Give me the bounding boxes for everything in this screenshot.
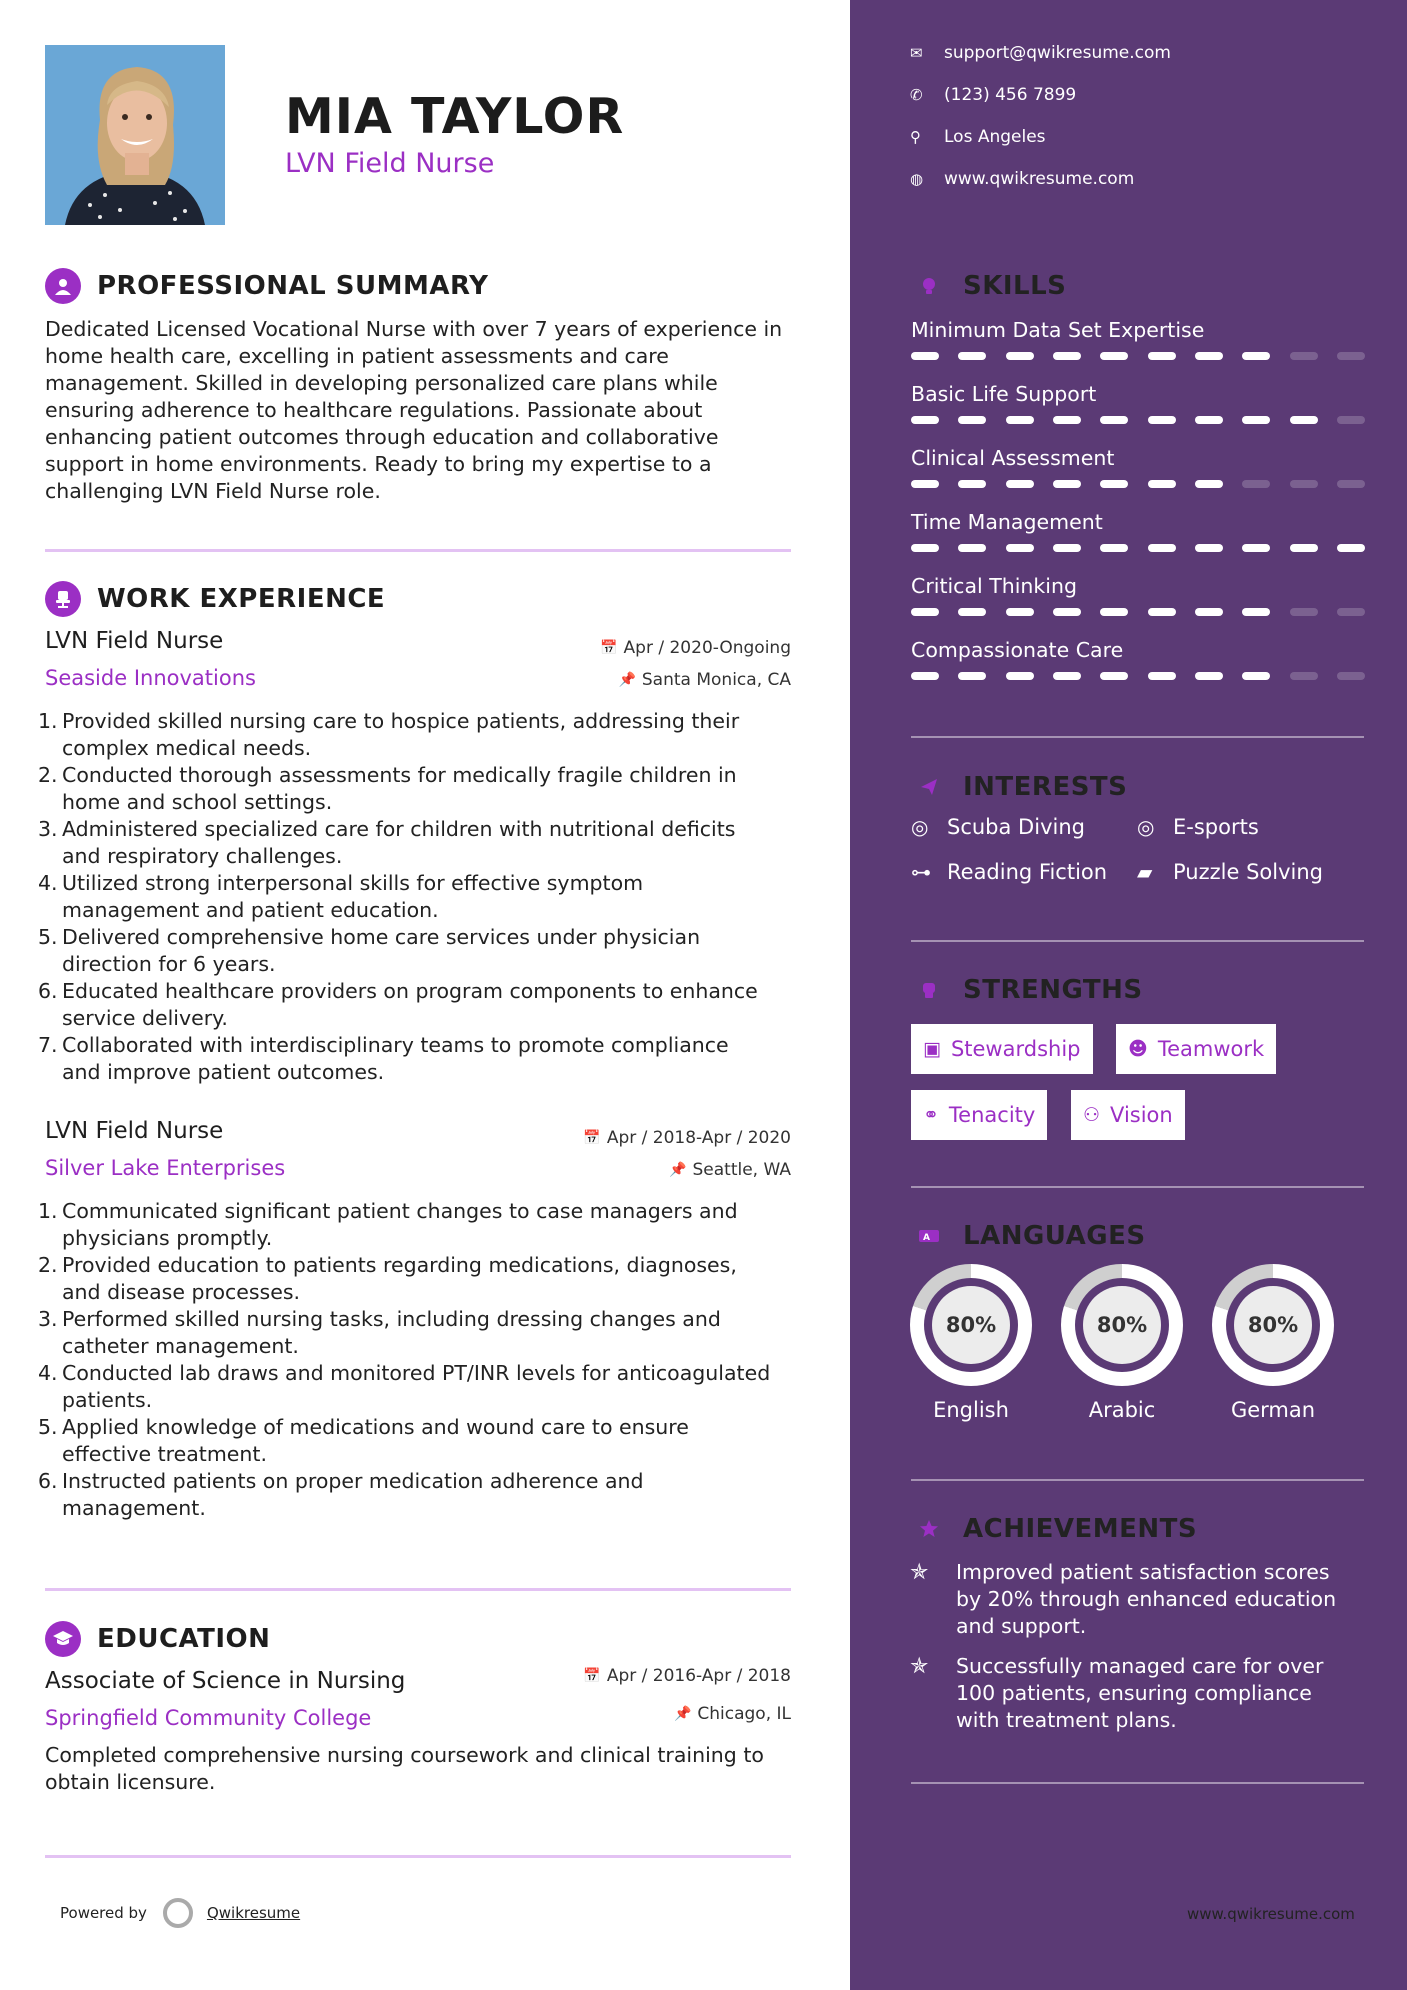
list-item: 2. Conducted thorough assessments for medically fragile children in home and school settings. (38, 763, 737, 814)
interests-heading: INTERESTS (911, 769, 1127, 805)
skill-segment (1100, 608, 1128, 616)
skill-segment (1053, 608, 1081, 616)
calendar-icon: 📅 (600, 640, 618, 656)
skill-level-bar (911, 608, 1365, 616)
skill-level-bar (911, 416, 1365, 424)
skill-segment (1290, 480, 1318, 488)
skill-segment (1100, 544, 1128, 552)
skill-segment (958, 608, 986, 616)
job-date: 📅 Apr / 2020-Ongoing (600, 638, 791, 658)
translate-icon (911, 1218, 947, 1254)
list-item: 3. Performed skilled nursing tasks, including dressing changes and catheter management. (38, 1307, 721, 1358)
chair-icon (45, 581, 81, 617)
job-company: Silver Lake Enterprises (45, 1156, 286, 1180)
skill-segment (911, 544, 939, 552)
skill-segment (1100, 480, 1128, 488)
skill-segment (1195, 480, 1223, 488)
contact-location: ⚲ Los Angeles (910, 127, 1046, 147)
language-name: German (1230, 1398, 1316, 1422)
pin-icon: 📌 (673, 1706, 692, 1722)
education-description: Completed comprehensive nursing coursework and clinical training to obtain licensure. (45, 1743, 764, 1794)
divider (45, 549, 791, 552)
skill-segment (958, 672, 986, 680)
link-icon: ⚭ (923, 1104, 939, 1126)
skill-level-bar (911, 352, 1365, 360)
svg-text:A: A (923, 1233, 931, 1243)
interest-item: ▰ Puzzle Solving (1137, 860, 1323, 884)
contact-website[interactable]: ◍ www.qwikresume.com (910, 169, 1135, 189)
skill-segment (1242, 672, 1270, 680)
calendar-icon: 📅 (583, 1668, 601, 1684)
list-item: 4. Utilized strong interpersonal skills for effective symptom management and patient education. (38, 871, 644, 922)
skill-segment (1195, 608, 1223, 616)
qwikresume-logo-icon (163, 1898, 193, 1928)
skill-segment (1337, 608, 1365, 616)
divider (911, 1186, 1364, 1188)
skill-segment (958, 416, 986, 424)
skill-segment (1053, 416, 1081, 424)
list-item: 7. Collaborated with interdisciplinary teams to promote compliance and improve patient outcomes. (38, 1033, 729, 1084)
skill-segment (1053, 480, 1081, 488)
skill-segment (1148, 672, 1176, 680)
job-location: 📌 Seattle, WA (669, 1160, 791, 1180)
summary-heading: PROFESSIONAL SUMMARY (45, 268, 488, 304)
list-item: 6. Instructed patients on proper medication adherence and management. (38, 1469, 644, 1520)
skill-segment (1290, 608, 1318, 616)
skill-segment (911, 672, 939, 680)
skill-segment (1006, 672, 1034, 680)
job-company: Seaside Innovations (45, 666, 256, 690)
skill-segment (1195, 416, 1223, 424)
achievement-item: ✯ Improved patient satisfaction scores by 20% through enhanced education and support. (910, 1560, 1337, 1638)
book-icon: ▰ (1137, 860, 1153, 884)
skill-segment (1006, 352, 1034, 360)
strength-badge: ⚇ Vision (1071, 1090, 1185, 1140)
skill-segment (1006, 416, 1034, 424)
list-item: 4. Conducted lab draws and monitored PT/INR levels for anticoagulated patients. (38, 1361, 771, 1412)
strength-badge: ⚭ Tenacity (911, 1090, 1047, 1140)
interest-item: ◎ E-sports (1137, 815, 1259, 839)
skill-segment (911, 608, 939, 616)
skill-segment (958, 352, 986, 360)
strengths-heading: STRENGTHS (911, 972, 1143, 1008)
shooting-star-icon: ✯ (910, 1654, 929, 1679)
paper-plane-icon (911, 769, 947, 805)
summary-text: Dedicated Licensed Vocational Nurse with over 7 years of experience in home health care, excelling in patient assessments and care management. Skilled in developing personalized care plans while ensuring adherence to healthcare regulations. Passionate about enhancing patient outcomes through education and collaborative support in home environments. Ready to bring my expertise to a challenging LVN Field Nurse role. (45, 317, 783, 503)
list-item: 5. Applied knowledge of medications and wound care to ensure effective treatment. (38, 1415, 689, 1466)
interest-item: ◎ Scuba Diving (911, 815, 1085, 839)
list-item: 5. Delivered comprehensive home care services under physician direction for 6 years. (38, 925, 701, 976)
language-name: English (933, 1398, 1009, 1422)
languages-heading: A LANGUAGES (911, 1218, 1146, 1254)
divider (911, 940, 1364, 942)
skill-segment (911, 416, 939, 424)
language-percent: 80% (932, 1286, 1010, 1364)
job-duties-list (38, 1198, 798, 1522)
skill-segment (1148, 544, 1176, 552)
skill-segment (1242, 480, 1270, 488)
skill-segment (911, 480, 939, 488)
job-date: 📅 Apr / 2018-Apr / 2020 (583, 1128, 791, 1148)
binoculars-icon: ⚇ (1083, 1104, 1101, 1126)
skill-segment (1290, 544, 1318, 552)
gamepad-icon: ⊶ (911, 860, 931, 884)
list-item: 1. Provided skilled nursing care to hospice patients, addressing their complex medical needs. (38, 709, 740, 760)
skill-segment (1148, 480, 1176, 488)
job-title: LVN Field Nurse (45, 628, 224, 654)
globe-icon: ◍ (910, 170, 924, 188)
divider (45, 1855, 791, 1858)
skill-segment (1195, 672, 1223, 680)
achievement-item: ✯ Successfully managed care for over 100 patients, ensuring compliance with treatment plans. (910, 1654, 1324, 1732)
phone-icon: ✆ (910, 86, 923, 104)
school-name: Springfield Community College (45, 1706, 372, 1730)
skill-segment (1100, 352, 1128, 360)
skill-segment (1053, 352, 1081, 360)
interest-item: ⊶ Reading Fiction (911, 860, 1108, 884)
skill-name: Compassionate Care (911, 638, 1124, 662)
skill-segment (1337, 352, 1365, 360)
life-ring-icon: ◎ (1137, 815, 1155, 839)
pin-icon: 📌 (618, 672, 636, 688)
language-percent: 80% (1083, 1286, 1161, 1364)
list-item: 2. Provided education to patients regarding medications, diagnoses, and disease processes. (38, 1253, 737, 1304)
fist-icon (911, 972, 947, 1008)
skill-segment (1148, 352, 1176, 360)
user-icon (45, 268, 81, 304)
skill-level-bar (911, 544, 1365, 552)
skill-segment (1290, 352, 1318, 360)
skill-segment (1195, 352, 1223, 360)
skill-segment (911, 352, 939, 360)
list-item: 1. Communicated significant patient changes to case managers and physicians promptly. (38, 1199, 738, 1250)
skill-segment (1148, 608, 1176, 616)
skill-segment (1148, 416, 1176, 424)
skill-segment (1242, 416, 1270, 424)
skill-segment (1290, 416, 1318, 424)
experience-heading: WORK EXPERIENCE (45, 581, 385, 617)
list-item: 3. Administered specialized care for children with nutritional deficits and respiratory challenges. (38, 817, 736, 868)
divider (911, 1479, 1364, 1481)
language-progress-ring (910, 1264, 1032, 1386)
language-progress-ring (1061, 1264, 1183, 1386)
shooting-star-icon: ✯ (910, 1560, 929, 1585)
skills-heading: SKILLS (911, 268, 1066, 304)
footer-website[interactable]: www.qwikresume.com (1187, 1905, 1355, 1923)
contact-email[interactable]: ✉ support@qwikresume.com (910, 43, 1171, 63)
skill-name: Minimum Data Set Expertise (911, 318, 1205, 342)
degree-title: Associate of Science in Nursing (45, 1668, 406, 1694)
education-location: 📌 Chicago, IL (673, 1704, 791, 1724)
skill-segment (1242, 608, 1270, 616)
qwikresume-link[interactable]: Qwikresume (206, 1904, 301, 1922)
strength-badge: ▣ Stewardship (911, 1024, 1093, 1074)
skill-segment (1337, 480, 1365, 488)
skill-segment (1242, 544, 1270, 552)
skill-name: Critical Thinking (911, 574, 1077, 598)
skill-segment (1100, 672, 1128, 680)
skill-segment (1290, 672, 1318, 680)
job-title: LVN Field Nurse (45, 1118, 224, 1144)
envelope-icon: ✉ (910, 44, 923, 62)
pin-icon: 📌 (669, 1162, 687, 1178)
education-heading: EDUCATION (45, 1621, 270, 1657)
education-date: 📅 Apr / 2016-Apr / 2018 (583, 1666, 791, 1686)
skill-segment (1337, 544, 1365, 552)
skill-segment (1100, 416, 1128, 424)
star-icon (911, 1511, 947, 1547)
skill-level-bar (911, 480, 1365, 488)
skill-name: Basic Life Support (911, 382, 1097, 406)
language-name: Arabic (1088, 1398, 1156, 1422)
skill-segment (1053, 544, 1081, 552)
users-icon: ☻ (1128, 1038, 1148, 1060)
skill-segment (1006, 544, 1034, 552)
skill-segment (958, 544, 986, 552)
graduation-cap-icon (45, 1621, 81, 1657)
skill-segment (1242, 352, 1270, 360)
skill-name: Time Management (911, 510, 1103, 534)
strength-badge: ☻ Teamwork (1116, 1024, 1276, 1074)
powered-by: Powered by Qwikresume (60, 1898, 300, 1928)
map-pin-icon: ⚲ (910, 128, 921, 146)
contact-phone[interactable]: ✆ (123) 456 7899 (910, 85, 1077, 105)
job-duties-list (38, 708, 798, 1086)
calendar-icon: 📅 (583, 1130, 601, 1146)
divider (45, 1588, 791, 1591)
briefcase-icon: ▣ (923, 1038, 941, 1060)
skill-name: Clinical Assessment (911, 446, 1115, 470)
skill-segment (958, 480, 986, 488)
skill-segment (1053, 672, 1081, 680)
skill-segment (1337, 416, 1365, 424)
skill-segment (1006, 480, 1034, 488)
divider (911, 1782, 1364, 1784)
skill-segment (1006, 608, 1034, 616)
lightbulb-icon (911, 268, 947, 304)
language-percent: 80% (1234, 1286, 1312, 1364)
achievements-heading: ACHIEVEMENTS (911, 1511, 1197, 1547)
skill-segment (1195, 544, 1223, 552)
job-location: 📌 Santa Monica, CA (618, 670, 791, 690)
life-ring-icon: ◎ (911, 815, 929, 839)
divider (911, 736, 1364, 738)
skill-segment (1337, 672, 1365, 680)
list-item: 6. Educated healthcare providers on program components to enhance service delivery. (38, 979, 758, 1030)
language-progress-ring (1212, 1264, 1334, 1386)
skill-level-bar (911, 672, 1365, 680)
candidate-name: MIA TAYLOR (285, 88, 625, 145)
profile-photo (45, 45, 225, 225)
candidate-title: LVN Field Nurse (285, 148, 495, 179)
